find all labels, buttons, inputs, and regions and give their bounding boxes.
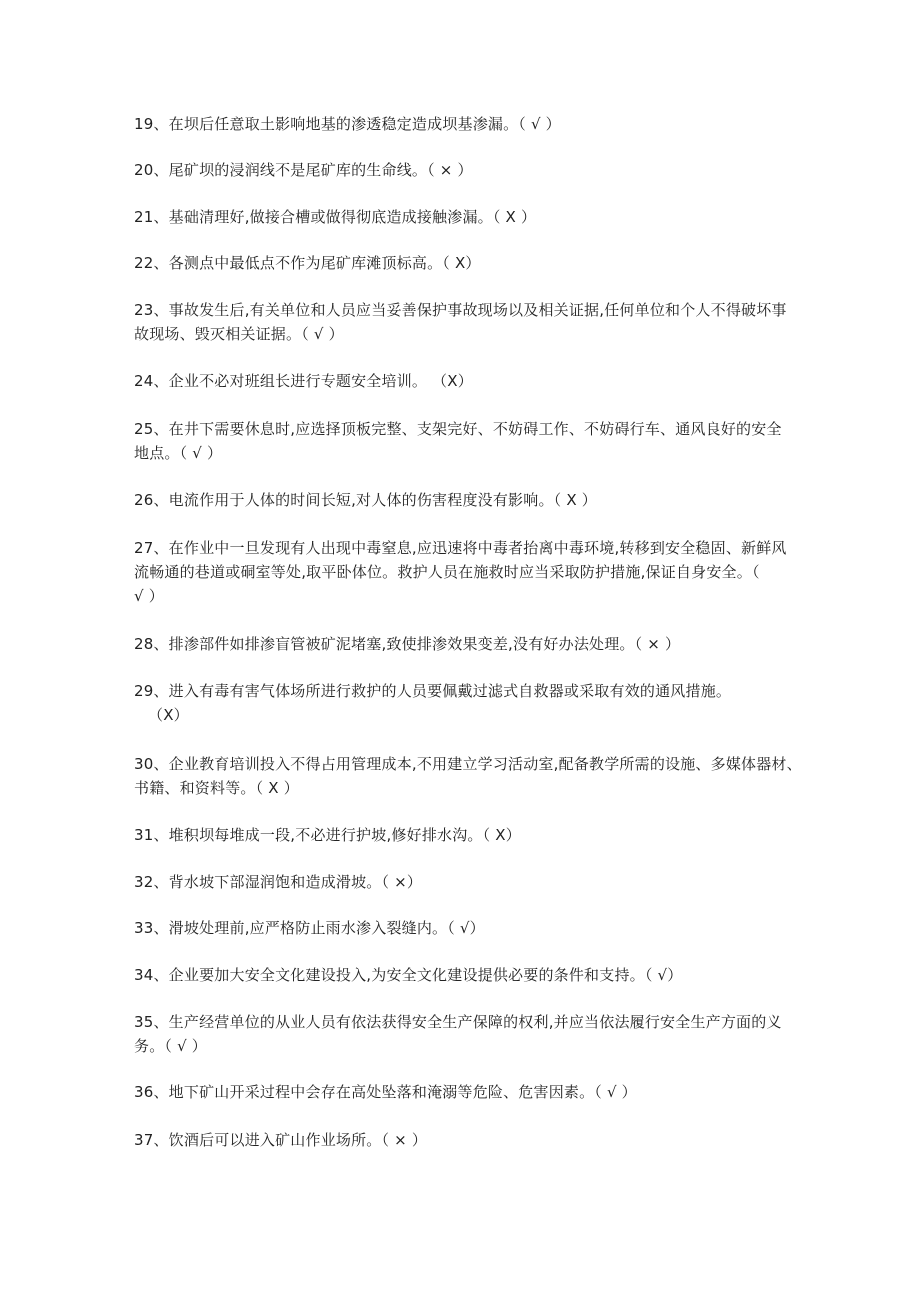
question-24: [134, 369, 790, 393]
question-28: [134, 632, 790, 656]
question-23: [134, 298, 790, 346]
question-line: 21、基础清理好,做接合槽或做得彻底造成接触渗漏。（ X ）: [134, 208, 537, 226]
question-31: [134, 823, 790, 847]
question-line: 27、在作业中一旦发现有人出现中毒窒息,应迅速将中毒者抬离中毒环境,转移到安全稳固、新鲜风: [134, 539, 787, 557]
question-26: [134, 488, 790, 512]
question-35: [134, 1010, 790, 1058]
question-30: [134, 752, 802, 800]
question-29: [134, 679, 790, 727]
question-line: 19、在坝后任意取土影响地基的渗透稳定造成坝基渗漏。（ √ ）: [134, 115, 561, 133]
question-line: 地点。（ √ ）: [134, 444, 223, 462]
question-line: 31、堆积坝每堆成一段,不必进行护坡,修好排水沟。（ X）: [134, 826, 521, 844]
question-line: 30、企业教育培训投入不得占用管理成本,不用建立学习活动室,配备教学所需的设施、多媒体器材、: [134, 755, 802, 773]
question-line: 32、背水坡下部湿润饱和造成滑坡。（ ×）: [134, 873, 423, 891]
question-line: 34、企业要加大安全文化建设投入,为安全文化建设提供必要的条件和支持。（ √）: [134, 966, 683, 984]
question-21: [134, 205, 790, 229]
question-line: 37、饮酒后可以进入矿山作业场所。（ × ）: [134, 1131, 428, 1149]
question-line: 24、企业不必对班组长进行专题安全培训。 （X）: [134, 372, 473, 390]
question-33: [134, 916, 790, 940]
question-line: √ ）: [134, 587, 164, 605]
question-line: （X）: [148, 706, 189, 724]
question-line: 25、在井下需要休息时,应选择顶板完整、支架完好、不妨碍工作、不妨碍行车、通风良好的安全: [134, 420, 782, 438]
question-line: 流畅通的巷道或硐室等处,取平卧体位。救护人员在施救时应当采取防护措施,保证自身安全。（: [134, 563, 760, 581]
question-line: 20、尾矿坝的浸润线不是尾矿库的生命线。（ × ）: [134, 161, 473, 179]
question-line: 务。（ √ ）: [134, 1037, 207, 1055]
question-line: 书籍、和资料等。（ X ）: [134, 779, 299, 797]
question-line: 22、各测点中最低点不作为尾矿库滩顶标高。（ X）: [134, 254, 481, 272]
question-line: 23、事故发生后,有关单位和人员应当妥善保护事故现场以及相关证据,任何单位和个人不得破坏事: [134, 301, 787, 319]
question-34: [134, 963, 790, 987]
question-line: 26、电流作用于人体的时间长短,对人体的伤害程度没有影响。（ X ）: [134, 491, 597, 509]
question-line: 33、滑坡处理前,应严格防止雨水渗入裂缝内。（ √）: [134, 919, 485, 937]
question-20: [134, 158, 790, 182]
question-25: [134, 417, 790, 465]
question-36: [134, 1080, 790, 1104]
question-line: 29、进入有毒有害气体场所进行救护的人员要佩戴过滤式自救器或采取有效的通风措施。: [134, 682, 732, 700]
question-19: [134, 112, 790, 136]
question-line: 36、地下矿山开采过程中会存在高处坠落和淹溺等危险、危害因素。（ √ ）: [134, 1083, 637, 1101]
question-22: [134, 251, 790, 275]
question-line: 35、生产经营单位的从业人员有依法获得安全生产保障的权利,并应当依法履行安全生产方面的义: [134, 1013, 782, 1031]
question-27: [134, 536, 790, 608]
question-line: 故现场、毁灭相关证据。（ √ ）: [134, 325, 344, 343]
question-32: [134, 870, 790, 894]
question-37: [134, 1128, 790, 1152]
question-line: 28、排渗部件如排渗盲管被矿泥堵塞,致使排渗效果变差,没有好办法处理。（ × ）: [134, 635, 681, 653]
